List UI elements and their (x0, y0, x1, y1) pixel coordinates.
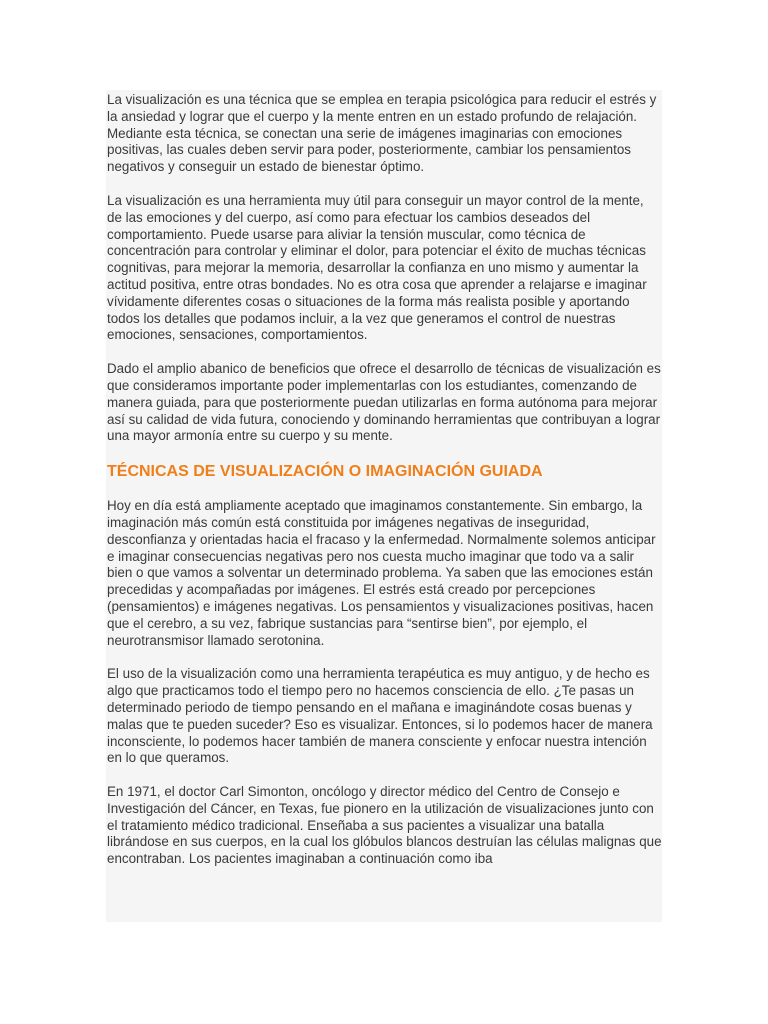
paragraph-section-1: Hoy en día está ampliamente aceptado que imaginamos constantemente. Sin embargo, la imaginación más común está constituida por imágenes negativas de inseguridad, desconfianza y orientadas hacia el fracaso y la enfermedad. Normalmente solemos anticipar e imaginar consecuencias negativas pero nos cuesta mucho imaginar que todo va a salir bien o que vamos a solventar un determinado problema. Ya saben que las emociones están precedidas y acompañadas por imágenes. El estrés está creado por percepciones (pensamientos) e imágenes negativas. Los pensamientos y visualizaciones positivas, hacen que el cerebro, a su vez, fabrique sustancias para “sentirse bien”, por ejemplo, el neurotransmisor llamado serotonina. (107, 498, 656, 648)
paragraph-intro-3: Dado el amplio abanico de beneficios que ofrece el desarrollo de técnicas de visualización es que consideramos importante poder implementarlas con los estudiantes, comenzando de manera guiada, para que posteriormente puedan utilizarlas en forma autónoma para mejorar así su calidad de vida futura, conociendo y dominando herramientas que contribuyan a lograr una mayor armonía entre su cuerpo y su mente. (107, 361, 661, 444)
section-heading: TÉCNICAS DE VISUALIZACIÓN O IMAGINACIÓN GUIADA (107, 463, 543, 481)
paragraph-section-3: En 1971, el doctor Carl Simonton, oncólogo y director médico del Centro de Consejo e Investigación del Cáncer, en Texas, fue pionero en la utilización de visualizaciones junto con el tratamiento médico tradicional. Enseñaba a sus pacientes a visualizar una batalla librándose en sus cuerpos, en la cual los glóbulos blancos destruían las células malignas que encontraban. Los pacientes imaginaban a continuación como iba (107, 784, 662, 867)
paragraph-section-2: El uso de la visualización como una herramienta terapéutica es muy antiguo, y de hecho es algo que practicamos todo el tiempo pero no hacemos consciencia de ello. ¿Te pasas un determinado periodo de tiempo pensando en el mañana e imaginándote cosas buenas y malas que te pueden suceder? Eso es visualizar. Entonces, si lo podemos hacer de manera inconsciente, lo podemos hacer también de manera consciente y enfocar nuestra intención en lo que queramos. (107, 666, 653, 766)
document-page (106, 90, 662, 922)
document-body (106, 92, 662, 868)
paragraph-intro-2: La visualización es una herramienta muy útil para conseguir un mayor control de la mente, de las emociones y del cuerpo, así como para efectuar los cambios deseados del comportamiento. Puede usarse para aliviar la tensión muscular, como técnica de concentración para controlar y eliminar el dolor, para potenciar el éxito de muchas técnicas cognitivas, para mejorar la memoria, desarrollar la confianza en uno mismo y aumentar la actitud positiva, entre otras bondades. No es otra cosa que aprender a relajarse e imaginar vívidamente diferentes cosas o situaciones de la forma más realista posible y aportando todos los detalles que podamos incluir, a la vez que generamos el control de nuestras emociones, sensaciones, comportamientos. (107, 192, 647, 343)
paragraph-intro-1: La visualización es una técnica que se emplea en terapia psicológica para reducir el estrés y la ansiedad y lograr que el cuerpo y la mente entren en un estado profundo de relajación. Mediante esta técnica, se conectan una serie de imágenes imaginarias con emociones positivas, las cuales deben servir para poder, posteriormente, cambiar los pensamientos negativos y conseguir un estado de bienestar óptimo. (107, 92, 657, 175)
